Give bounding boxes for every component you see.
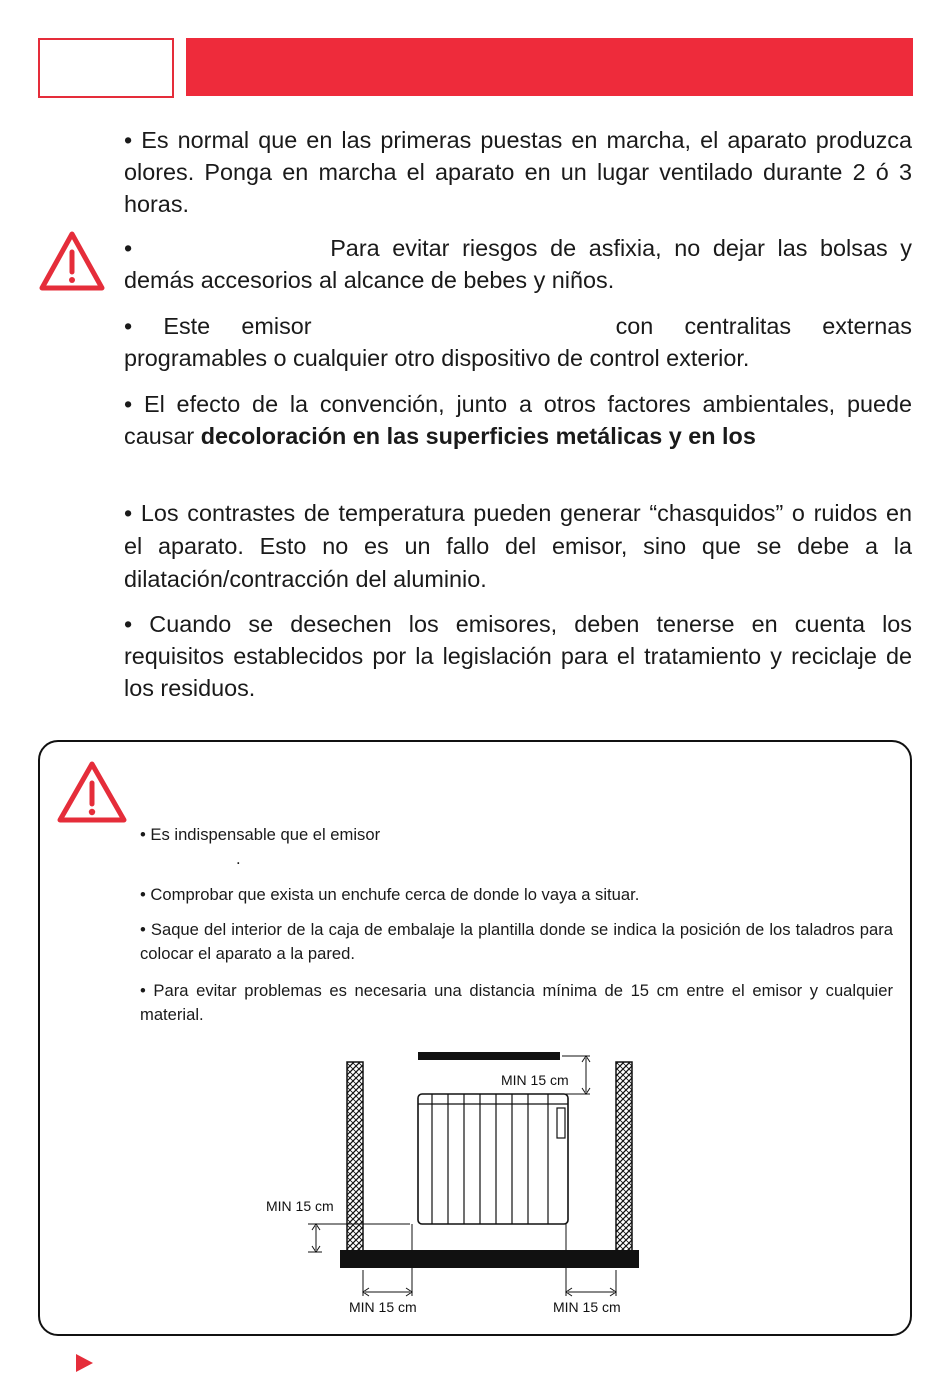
paragraph-disposal: • Cuando se desechen los emisores, deben tenerse en cuenta los requisitos establecidos por la legislación para el tratamiento y reciclaje de los residuos. <box>124 611 912 701</box>
label-left-clearance: MIN 15 cm <box>266 1198 334 1214</box>
floor <box>340 1250 639 1268</box>
right-wall <box>616 1062 632 1252</box>
clearance-diagram <box>260 1048 660 1328</box>
notice-item-2: • Comprobar que exista un enchufe cerca de donde lo vaya a situar. <box>140 885 640 904</box>
paragraph-external-control <box>124 310 912 374</box>
notice-item-4: • Para evitar problemas es necesaria una distancia mínima de 15 cm entre el emisor y cualquier material. <box>140 981 893 1024</box>
paragraph-odors: • Es normal que en las primeras puestas en marcha, el aparato produzca olores. Ponga en marcha el aparato en un lugar ventilado durante 2 ó 3 horas. <box>124 127 912 217</box>
bullet: • <box>124 235 133 261</box>
lead-text: • Este emisor <box>124 313 312 339</box>
paragraph-noise: • Los contrastes de temperatura pueden generar “chasquidos” o ruidos en el aparato. Esto no es un fallo del emisor, sino que se debe a la dilatación/contracción del aluminio. <box>124 500 912 592</box>
next-page-arrow-icon <box>76 1354 93 1372</box>
label-bottom-left-clearance: MIN 15 cm <box>349 1299 417 1315</box>
top-shelf <box>418 1052 560 1060</box>
warning-triangle-icon <box>56 760 128 824</box>
notice-item-1-cont: . <box>236 849 241 868</box>
page-number-box <box>38 38 174 98</box>
notice-item-3: • Saque del interior de la caja de embalaje la plantilla donde se indica la posición de los taladros para colocar el aparato a la pared. <box>140 920 893 963</box>
label-bottom-right-clearance: MIN 15 cm <box>553 1299 621 1315</box>
discoloration-bold: decoloración en las superficies metálicas y en los <box>200 423 756 449</box>
label-top-clearance: MIN 15 cm <box>501 1072 569 1088</box>
radiator-icon <box>418 1094 568 1224</box>
notice-item-1: • Es indispensable que el emisor <box>140 825 381 844</box>
warning-triangle-icon <box>38 230 106 292</box>
section-header-bar <box>186 38 913 96</box>
paragraph-discoloration <box>124 388 912 452</box>
asphyxia-text: Para evitar riesgos de asfixia, no dejar las bolsas y demás accesorios al alcance de bebes y niños. <box>124 235 912 293</box>
external-control-text: con centralitas externas programables o cualquier otro dispositivo de control exterior. <box>124 313 912 371</box>
paragraph-asphyxia <box>124 232 912 296</box>
discoloration-text: • El efecto de la convención, junto a otros factores ambientales, puede causar <box>124 391 912 449</box>
